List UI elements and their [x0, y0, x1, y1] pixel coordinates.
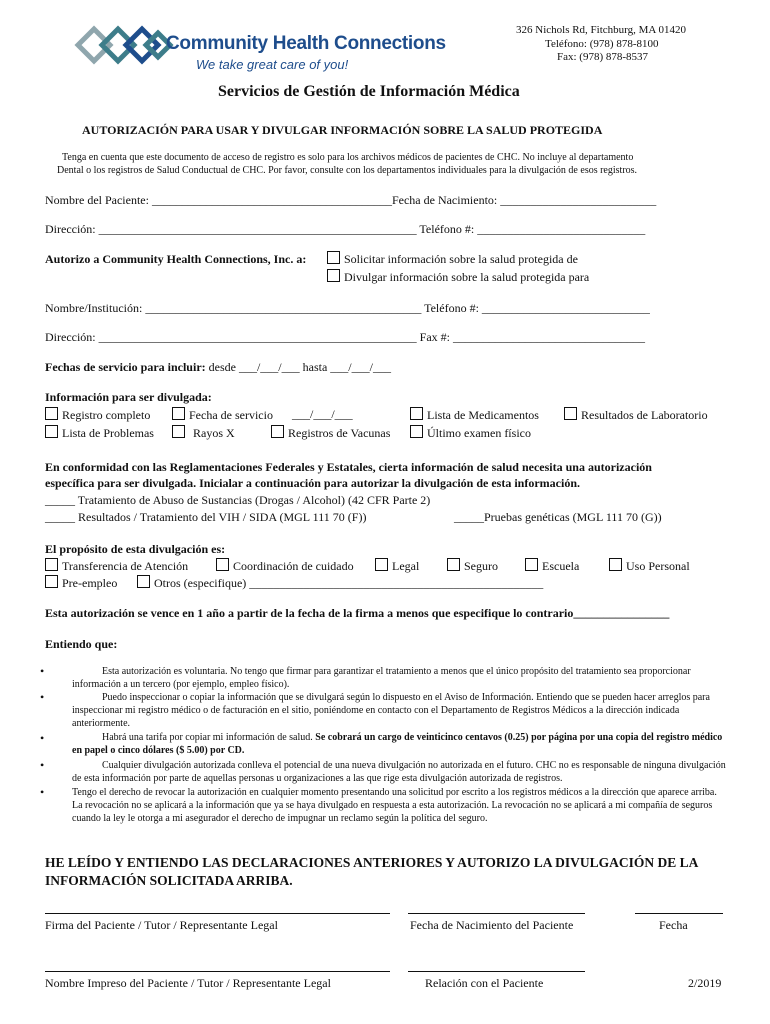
opt-escuela[interactable]: Escuela [525, 558, 579, 574]
request-checkbox[interactable] [327, 251, 340, 264]
patient-address-field[interactable]: Dirección: _____________________________________________________ Teléfono #: ____________________________ [45, 222, 646, 236]
checkbox[interactable] [564, 407, 577, 420]
bullet-3: • [40, 731, 45, 745]
understand-item-5: Tengo el derecho de revocar la autorización en cualquier momento presentando una solicitud por escrito a los registros médicos a la dirección que aparece arriba. La revocación no se aplicará a la información que ya se haya divulgado en respuesta a esta autorización. La revocación no se aplicará a mi compañía de seguros cuando la ley le otorga a mi asegurador el derecho de impugnar un reclamo según la política del seguro. [72, 787, 717, 825]
understand-heading: Entiendo que: [45, 637, 118, 651]
printed-name-label: Nombre Impreso del Paciente / Tutor / Representante Legal [45, 976, 331, 990]
opt-otros[interactable]: Otros (especifique) _________________________________________________ [137, 575, 543, 591]
relation-line[interactable] [408, 971, 585, 972]
opt-legal[interactable]: Legal [375, 558, 419, 574]
declaration-line-2: INFORMACIÓN SOLICITADA ARRIBA. [45, 873, 293, 888]
expiry-statement[interactable]: Esta autorización se vence en 1 año a partir de la fecha de la firma a menos que especifique lo contrario________________ [45, 606, 670, 620]
disclose-checkbox[interactable] [327, 269, 340, 282]
understand-item-2: Puedo inspeccionar o copiar la información que se divulgará según lo dispuesto en el Aviso de Información. Entiendo que se pueden hacer arreglos para inspeccionar mi registro médico o de facturación en el sitio, poniéndome en contacto con el Departamento de Registros Médicos a la dirección indicada anteriormente. [72, 692, 710, 730]
org-name: Community Health Connections [166, 33, 446, 54]
federal-line-2: específica para ser divulgada. Inicialar a continuación para autorizar la divulgación de esta información. [45, 476, 581, 490]
request-option[interactable]: Solicitar información sobre la salud protegida de [327, 251, 578, 267]
form-version: 2/2019 [688, 976, 722, 990]
institution-name-field[interactable]: Nombre/Institución: ______________________________________________ Teléfono #: ____________________________ [45, 301, 650, 315]
opt-fecha-servicio[interactable]: Fecha de servicio [172, 407, 273, 423]
disclose-option[interactable]: Divulgar información sobre la salud protegida para [327, 269, 589, 285]
checkbox[interactable] [45, 558, 58, 571]
fecha-blank[interactable]: ___/___/___ [292, 407, 353, 421]
opt-coordinacion[interactable]: Coordinación de cuidado [216, 558, 354, 574]
understand-item-3: Habrá una tarifa por copiar mi información de salud. Se cobrará un cargo de veinticinco centavos (0.25) por página por una copia del registro médico en papel o cinco dólares ($ 5.00) por CD. [72, 732, 723, 757]
service-dates[interactable]: Fechas de servicio para incluir: desde ___/___/___ hasta ___/___/___ [45, 360, 391, 374]
patient-name-field[interactable]: Nombre del Paciente: ________________________________________Fecha de Nacimiento: __________________________ [45, 193, 657, 207]
logo-icon [74, 24, 174, 66]
understand-item-4: Cualquier divulgación autorizada conlleva el potencial de una nueva divulgación no autorizada en el futuro. CHC no es responsable de ninguna divulgación de esta información por parte de aquellas personas u organizaciones a las que rige esta divulgación autorizada de registros. [72, 760, 726, 785]
opt-seguro[interactable]: Seguro [447, 558, 498, 574]
dob-label: Fecha de Nacimiento del Paciente [410, 918, 574, 932]
checkbox[interactable] [45, 425, 58, 438]
checkbox[interactable] [45, 407, 58, 420]
opt-vacunas[interactable]: Registros de Vacunas [271, 425, 390, 441]
checkbox[interactable] [137, 575, 150, 588]
opt-examen[interactable]: Último examen físico [410, 425, 531, 441]
printed-name-line[interactable] [45, 971, 390, 972]
page-subtitle: AUTORIZACIÓN PARA USAR Y DIVULGAR INFORMACIÓN SOBRE LA SALUD PROTEGIDA [82, 123, 603, 137]
federal-line-1: En conformidad con las Reglamentaciones Federales y Estatales, cierta información de salud necesita una autorización [45, 460, 652, 474]
institution-address-field[interactable]: Dirección: _____________________________________________________ Fax #: ________________________________ [45, 330, 645, 344]
checkbox[interactable] [447, 558, 460, 571]
opt-laboratorio[interactable]: Resultados de Laboratorio [564, 407, 708, 423]
page-title: Servicios de Gestión de Información Médica [218, 83, 520, 100]
checkbox[interactable] [45, 575, 58, 588]
signature-label: Firma del Paciente / Tutor / Representante Legal [45, 918, 278, 932]
bullet-5: • [40, 785, 45, 799]
bullet-4: • [40, 758, 45, 772]
dob-line[interactable] [408, 913, 585, 914]
checkbox[interactable] [271, 425, 284, 438]
opt-registro[interactable]: Registro completo [45, 407, 150, 423]
checkbox[interactable] [410, 407, 423, 420]
opt-problemas[interactable]: Lista de Problemas [45, 425, 154, 441]
checkbox[interactable] [172, 425, 185, 438]
fax: Fax: (978) 878-8537 [557, 51, 649, 63]
federal-item-hiv[interactable]: _____ Resultados / Tratamiento del VIH / SIDA (MGL 111 70 (F)) [45, 510, 367, 524]
checkbox[interactable] [172, 407, 185, 420]
signature-line[interactable] [45, 913, 390, 914]
tagline: We take great care of you! [196, 57, 349, 72]
address: 326 Nichols Rd, Fitchburg, MA 01420 [516, 24, 687, 36]
declaration-line-1: HE LEÍDO Y ENTIENDO LAS DECLARACIONES ANTERIORES Y AUTORIZO LA DIVULGACIÓN DE LA [45, 855, 699, 870]
checkbox[interactable] [525, 558, 538, 571]
info-heading: Información para ser divulgada: [45, 390, 212, 404]
purpose-heading: El propósito de esta divulgación es: [45, 542, 226, 556]
date-line[interactable] [635, 913, 723, 914]
federal-item-substance[interactable]: _____ Tratamiento de Abuso de Sustancias (Drogas / Alcohol) (42 CFR Parte 2) [45, 493, 431, 507]
opt-rayos[interactable]: Rayos X [172, 425, 235, 441]
opt-transferencia[interactable]: Transferencia de Atención [45, 558, 188, 574]
date-label: Fecha [659, 918, 688, 932]
checkbox[interactable] [375, 558, 388, 571]
federal-item-genetic[interactable]: _____Pruebas genéticas (MGL 111 70 (G)) [454, 510, 662, 524]
relation-label: Relación con el Paciente [425, 976, 544, 990]
phone: Teléfono: (978) 878-8100 [545, 38, 659, 50]
understand-item-1: Esta autorización es voluntaria. No tengo que firmar para garantizar el tratamiento a menos que el único propósito del tratamiento sea proporcionar información a un tercero (por ejemplo, empleo físico). [72, 666, 691, 691]
opt-medicamentos[interactable]: Lista de Medicamentos [410, 407, 539, 423]
notice-line-1: Tenga en cuenta que este documento de acceso de registro es solo para los archivos médicos de pacientes de CHC. No incluye al departamento [62, 152, 634, 163]
authorize-label: Autorizo a Community Health Connections, Inc. a: [45, 252, 307, 266]
checkbox[interactable] [410, 425, 423, 438]
notice-line-2: Dental o los registros de Salud Conductual de CHC. Por favor, consulte con los departamentos individuales para la divulgación de esos registros. [57, 165, 638, 176]
opt-uso-personal[interactable]: Uso Personal [609, 558, 690, 574]
checkbox[interactable] [609, 558, 622, 571]
opt-preempleo[interactable]: Pre-empleo [45, 575, 117, 591]
bullet-2: • [40, 690, 45, 704]
checkbox[interactable] [216, 558, 229, 571]
bullet-1: • [40, 664, 45, 678]
